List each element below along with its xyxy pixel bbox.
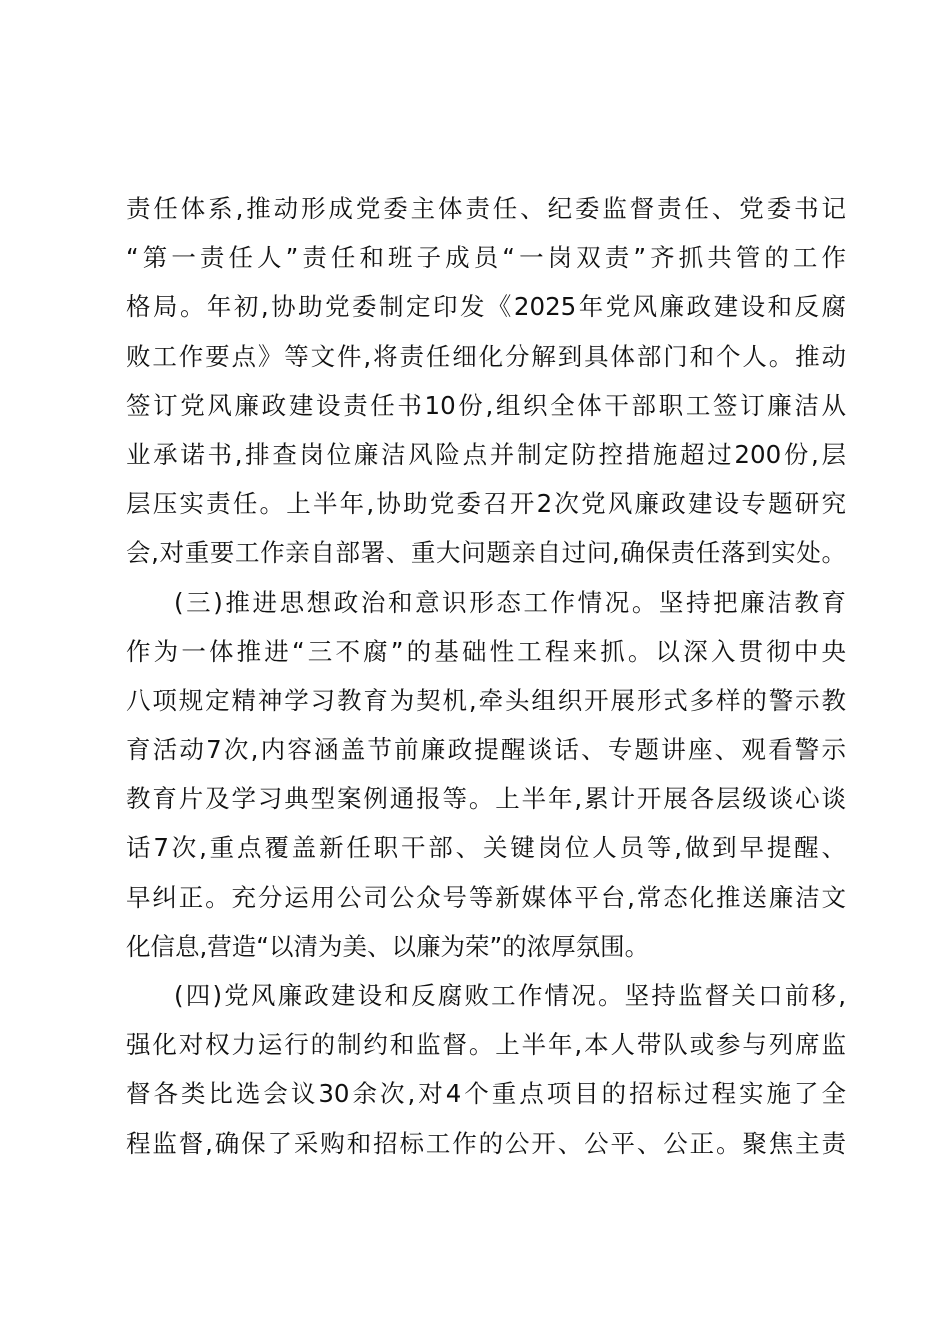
text-line: 作为一体推进“三不腐”的基础性工程来抓。以深入贯彻中央: [126, 636, 846, 666]
text-line: 话7次,重点覆盖新任职干部、关键岗位人员等,做到早提醒、: [126, 833, 846, 863]
text-line: 早纠正。充分运用公司公众号等新媒体平台,常态化推送廉洁文: [126, 882, 846, 912]
text-line: 格局。年初,协助党委制定印发《2025年党风廉政建设和反腐: [126, 292, 846, 322]
text-line: 责任体系,推动形成党委主体责任、纪委监督责任、党委书记: [126, 194, 846, 223]
text-line: 层压实责任。上半年,协助党委召开2次党风廉政建设专题研究: [126, 489, 846, 519]
section-heading-line: (四)党风廉政建设和反腐败工作情况。坚持监督关口前移,: [174, 981, 846, 1010]
section-heading-line: (三)推进思想政治和意识形态工作情况。坚持把廉洁教育: [174, 587, 846, 617]
text-line: 督各类比选会议30余次,对4个重点项目的招标过程实施了全: [126, 1079, 846, 1109]
text-line: 败工作要点》等文件,将责任细化分解到具体部门和个人。推动: [126, 341, 846, 371]
text-line: 会,对重要工作亲自部署、重大问题亲自过问,确保责任落到实处。: [126, 538, 846, 568]
text-line: 程监督,确保了采购和招标工作的公开、公平、公正。聚焦主责: [126, 1128, 846, 1158]
text-line: 教育片及学习典型案例通报等。上半年,累计开展各层级谈心谈: [126, 784, 846, 814]
text-line: 育活动7次,内容涵盖节前廉政提醒谈话、专题讲座、观看警示: [126, 735, 846, 765]
text-line: 八项规定精神学习教育为契机,牵头组织开展形式多样的警示教: [126, 685, 846, 715]
text-line: 化信息,营造“以清为美、以廉为荣”的浓厚氛围。: [126, 931, 650, 961]
text-line: “第一责任人”责任和班子成员“一岗双责”齐抓共管的工作: [126, 243, 846, 273]
body-text: [126, 184, 846, 1168]
text-line: 强化对权力运行的制约和监督。上半年,本人带队或参与列席监: [126, 1030, 846, 1060]
text-line: 签订党风廉政建设责任书10份,组织全体干部职工签订廉洁从: [126, 390, 846, 420]
text-line: 业承诺书,排查岗位廉洁风险点并制定防控措施超过200份,层: [126, 439, 846, 469]
